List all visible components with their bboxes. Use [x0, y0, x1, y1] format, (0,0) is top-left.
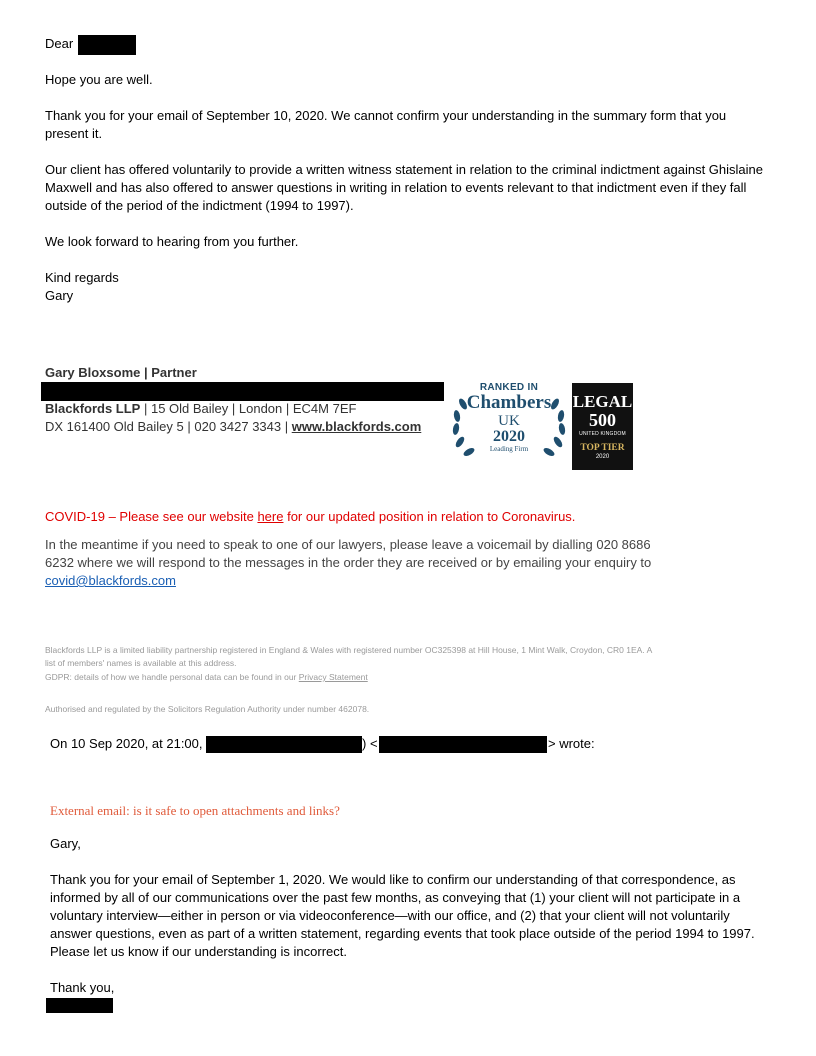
gdpr-notice: GDPR: details of how we handle personal data can be found in our Privacy Statement [45, 672, 368, 682]
signature-name-title: Gary Bloxsome | Partner [45, 365, 197, 380]
chambers-year: 2020 [493, 428, 525, 445]
covid-email-link[interactable]: covid@blackfords.com [45, 573, 176, 588]
legal-500-badge [572, 383, 633, 470]
closing-name: Gary [45, 288, 74, 303]
website-link[interactable]: www.blackfords.com [291, 419, 422, 434]
reply-paragraph-1: Hope you are well. [45, 72, 153, 87]
redacted-recipient-name [78, 35, 136, 55]
reply-paragraph-4: We look forward to hearing from you further. [45, 234, 299, 249]
chambers-badge [449, 382, 569, 472]
registration-notice: Blackfords LLP is a limited liability partnership registered in England & Wales with registered number OC325398 at Hill House, 1 Mint Walk, Croydon, CR0 1EA. A list of members' names is available at this address. [45, 644, 652, 668]
closing-line: Kind regards [45, 270, 119, 285]
quoted-body: Thank you for your email of September 1, 2020. We would like to confirm our understanding of that correspondence, as informed by all of our communications over the past few months, as conveying that (1) your client will not participate in a voluntary interview—either in person or via videoconference—with our office, and (2) that your client will not voluntarily answer questions, even as part of a written statement, regarding events that took place outside of the period 1994 to 1997. Please let us know if our understanding is incorrect. [50, 872, 755, 959]
quoted-header: On 10 Sep 2020, at 21:00, [50, 736, 203, 751]
quoted-greeting: Gary, [50, 836, 81, 851]
external-email-warning: External email: is it safe to open attachments and links? [50, 803, 340, 818]
privacy-statement-link[interactable]: Privacy Statement [298, 672, 368, 682]
reply-paragraph-2: Thank you for your email of September 10, 2020. We cannot confirm your understanding in the summary form that you present it. [45, 108, 727, 141]
quoted-header-end: > wrote: [548, 736, 595, 751]
chambers-uk: UK [498, 413, 520, 429]
firm-address: | 15 Old Bailey | London | EC4M 7EF [140, 401, 357, 416]
redacted-signature-line [41, 382, 444, 401]
chambers-name: Chambers [466, 392, 552, 413]
reply-paragraph-3: Our client has offered voluntarily to provide a written witness statement in relation to the criminal indictment against Ghislaine Maxwell and has also offered to answer questions in writing in relation to events relevant to that indictment even if they fall outside of the period of the indictment (1994 to 1997). [45, 162, 764, 213]
covid-notice: COVID-19 – Please see our website here for our updated position in relation to Coronavirus. [45, 509, 576, 524]
redacted-signature-name [46, 998, 113, 1013]
covid-instructions: In the meantime if you need to speak to one of our lawyers, please leave a voicemail by dialling 020 8686 6232 where we will respond to the messages in the order they are received or by emailing your enquiry to covid@blackfords.com [45, 537, 652, 588]
quoted-header-mid: ) < [362, 736, 378, 751]
redacted-sender-email [379, 736, 547, 753]
laurel-wreath-icon [449, 392, 569, 462]
covid-here-link[interactable]: here [257, 509, 284, 524]
sra-notice: Authorised and regulated by the Solicitors Regulation Authority under number 462078. [45, 703, 370, 714]
chambers-ranked-label: RANKED IN [479, 382, 539, 393]
dx-phone: DX 161400 Old Bailey 5 | 020 3427 3343 | [45, 419, 292, 434]
firm-name: Blackfords LLP [45, 401, 141, 416]
chambers-leading-firm: Leading Firm [489, 445, 529, 453]
salutation: Dear [45, 36, 74, 51]
legal-500-year: 2020 [595, 454, 610, 460]
legal-500-word: LEGAL [572, 392, 633, 411]
redacted-sender-name [206, 736, 362, 753]
legal-500-number: 500 [589, 410, 616, 430]
quoted-signoff: Thank you, [50, 980, 115, 995]
legal-500-top-tier: TOP TIER [580, 443, 625, 453]
signature-contact [45, 418, 421, 436]
signature-address [45, 400, 356, 418]
legal-500-region: UNITED KINGDOM [579, 431, 626, 437]
